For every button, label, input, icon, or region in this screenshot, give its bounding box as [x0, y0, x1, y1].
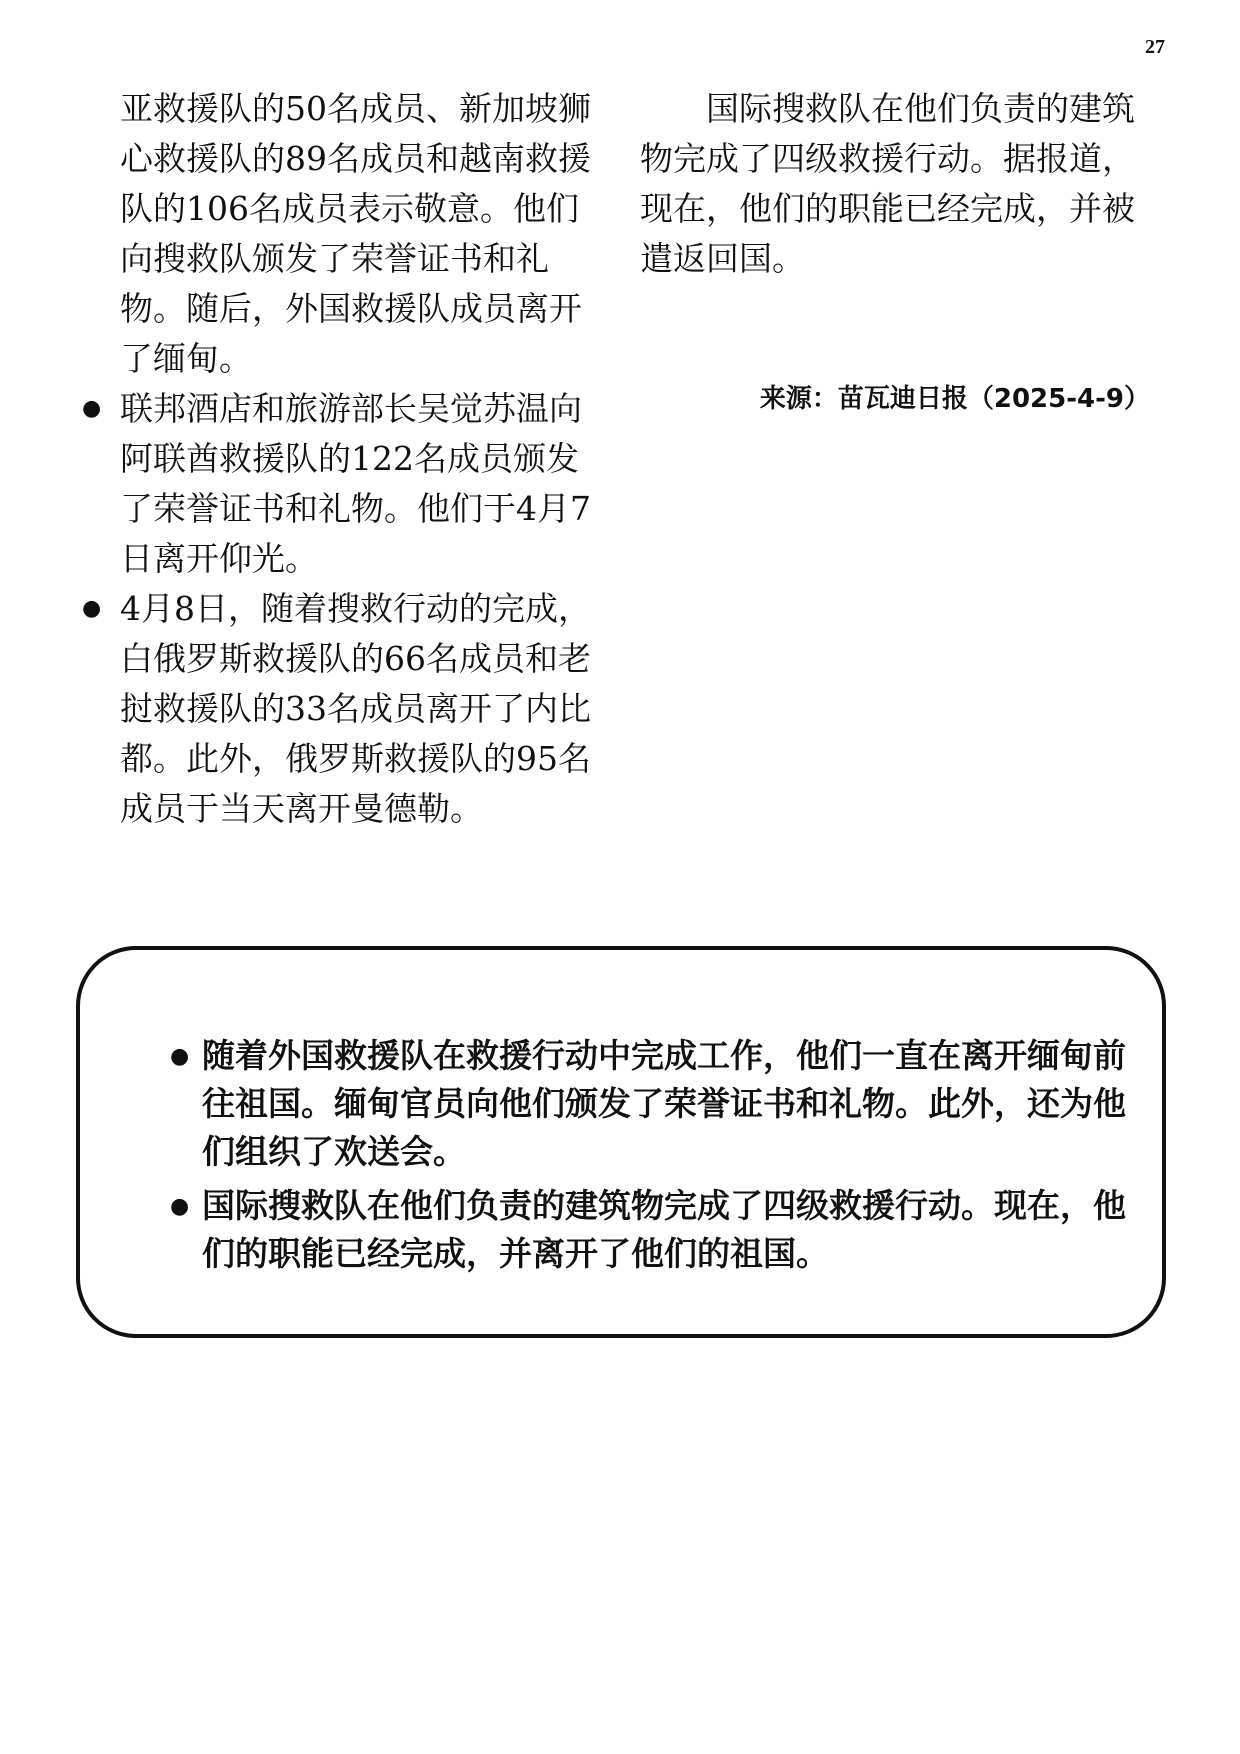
summary-list [140, 1032, 1140, 1284]
summary-bullet-text: 随着外国救援队在救援行动中完成工作，他们一直在离开缅甸前往祖国。缅甸官员向他们颁发了荣誉证书和礼物。此外，还为他们组织了欢送会。 [202, 1036, 1126, 1171]
left-continuation-paragraph: 亚救援队的50名成员、新加坡狮心救援队的89名成员和越南救援队的106名成员表示敬意。他们向搜救队颁发了荣誉证书和礼物。随后，外国救援队成员离开了缅甸。 [120, 89, 591, 378]
left-bullet-text: 4月8日，随着搜救行动的完成，白俄罗斯救援队的66名成员和老挝救援队的33名成员离开了内比都。此外，俄罗斯救援队的95名成员于当天离开曼德勒。 [120, 589, 591, 828]
bullet-dot-icon: ● [82, 396, 102, 421]
right-column [640, 84, 1165, 284]
page-number: 27 [1145, 36, 1165, 58]
left-bullet-item [70, 584, 610, 834]
left-column [70, 84, 610, 834]
left-bullet-item [70, 384, 610, 584]
bullet-dot-icon: ● [170, 1043, 190, 1069]
bullet-dot-icon: ● [82, 596, 102, 621]
summary-box [76, 946, 1166, 1338]
left-bullet-text: 联邦酒店和旅游部长吴觉苏温向阿联酋救援队的122名成员颁发了荣誉证书和礼物。他们于4月7日离开仰光。 [120, 389, 591, 578]
source-citation: 来源：苗瓦迪日报（2025-4-9） [759, 384, 1150, 414]
right-paragraph: 国际搜救队在他们负责的建筑物完成了四级救援行动。据报道，现在，他们的职能已经完成，并被遣返回国。 [640, 89, 1135, 278]
summary-bullet-item [140, 1032, 1140, 1176]
summary-bullet-item [140, 1182, 1140, 1278]
bullet-dot-icon: ● [170, 1193, 190, 1219]
summary-bullet-text: 国际搜救队在他们负责的建筑物完成了四级救援行动。现在，他们的职能已经完成，并离开了他们的祖国。 [202, 1186, 1126, 1273]
